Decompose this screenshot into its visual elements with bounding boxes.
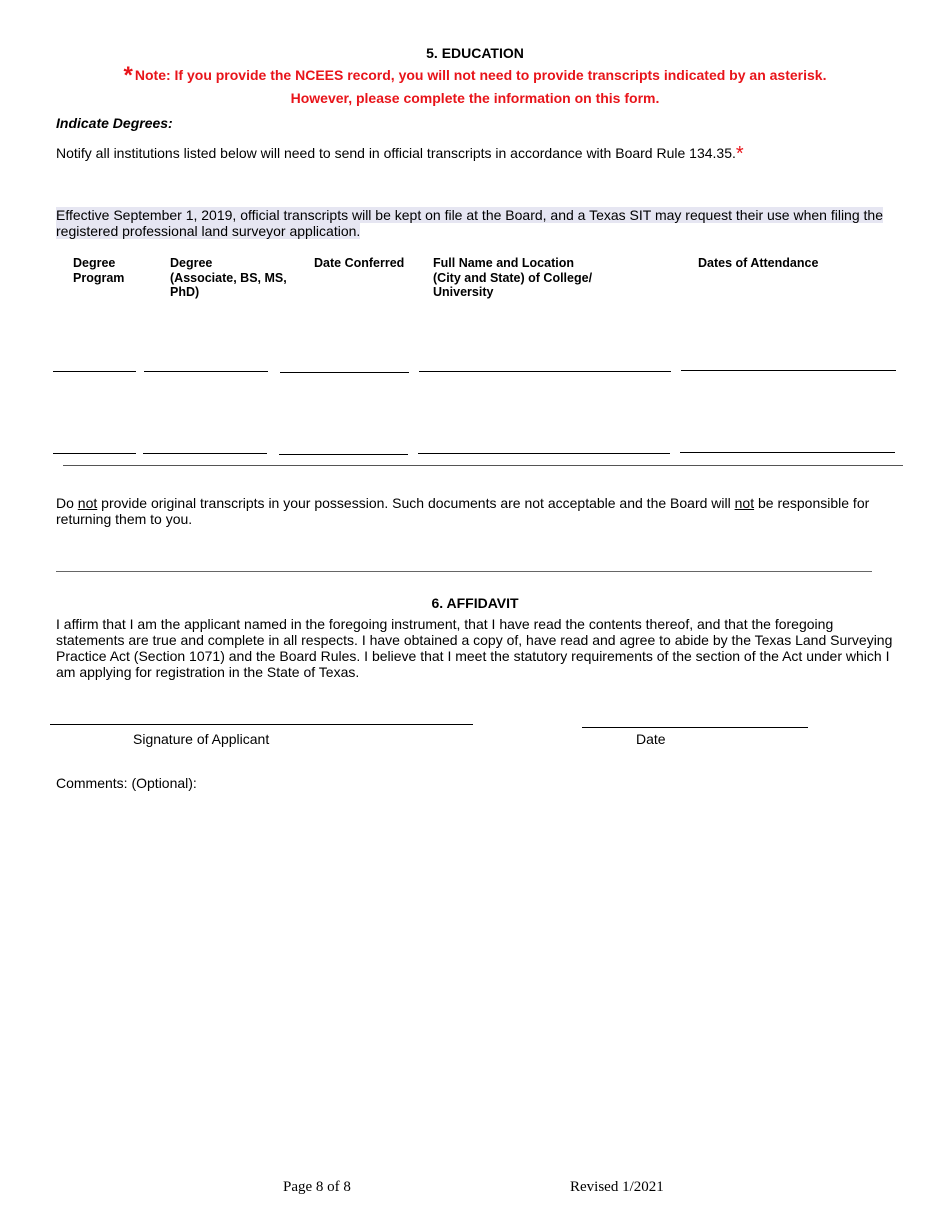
signature-label: Signature of Applicant: [133, 731, 270, 747]
row2-college-field[interactable]: [418, 453, 670, 454]
row1-degree-program-field[interactable]: [53, 371, 136, 372]
note-text-line1: Note: If you provide the NCEES record, you will not need to provide transcripts indicated by an asterisk.: [134, 67, 827, 83]
indicate-degrees-label: Indicate Degrees:: [56, 115, 173, 131]
date-label: Date: [636, 731, 666, 747]
column-header-date-conferred: Date Conferred: [314, 256, 405, 270]
notify-text: Notify all institutions listed below will need to send in official transcripts in accordance with Board Rule 134.35.: [56, 145, 736, 161]
asterisk-marker: *: [123, 62, 133, 89]
row2-dates-attendance-field[interactable]: [680, 452, 895, 453]
revision-date: Revised 1/2021: [570, 1179, 664, 1195]
ncees-note-line2: However, please complete the information on this form.: [290, 90, 660, 106]
comments-label: Comments: (Optional):: [56, 775, 197, 791]
effective-date-paragraph: [56, 207, 896, 239]
signature-line[interactable]: [50, 724, 473, 725]
section-title-affidavit: 6. AFFIDAVIT: [431, 595, 519, 611]
column-header-degree-program: Degree Program: [73, 256, 125, 285]
notify-institutions-text: [56, 143, 744, 166]
affidavit-text: I affirm that I am the applicant named in the foregoing instrument, that I have read the contents thereof, and that the foregoing statements are true and complete in all respects. I have obtained a copy of, have read and agree to abide by the Texas Land Surveying Practice Act (Section 1071) and the Board Rules. I believe that I meet the statutory requirements of the section of the Act under which I am applying for registration in the State of Texas.: [56, 616, 893, 680]
table-divider: [63, 465, 903, 466]
section-divider: [56, 571, 872, 572]
column-header-degree: Degree (Associate, BS, MS, PhD): [170, 256, 287, 299]
date-line[interactable]: [582, 727, 808, 728]
row1-date-conferred-field[interactable]: [280, 372, 409, 373]
effective-text: Effective September 1, 2019, official transcripts will be kept on file at the Board, and a Texas SIT may request their use when filing the registered professional land surveyor application.: [56, 207, 883, 239]
row2-degree-program-field[interactable]: [53, 453, 136, 454]
asterisk-marker: *: [735, 143, 744, 165]
row1-degree-field[interactable]: [144, 371, 268, 372]
row1-dates-attendance-field[interactable]: [681, 370, 896, 371]
row2-degree-field[interactable]: [143, 453, 267, 454]
page-number: Page 8 of 8: [283, 1179, 351, 1195]
column-header-college: Full Name and Location (City and State) of College/ University: [433, 256, 593, 299]
row1-college-field[interactable]: [419, 371, 671, 372]
row2-date-conferred-field[interactable]: [279, 454, 408, 455]
ncees-note-line1: [0, 62, 950, 90]
column-header-dates-attendance: Dates of Attendance: [698, 256, 819, 270]
section-title-education: 5. EDUCATION: [426, 45, 524, 61]
original-transcripts-warning: Do not provide original transcripts in your possession. Such documents are not acceptable and the Board will not be responsible for returning them to you.: [56, 495, 870, 527]
